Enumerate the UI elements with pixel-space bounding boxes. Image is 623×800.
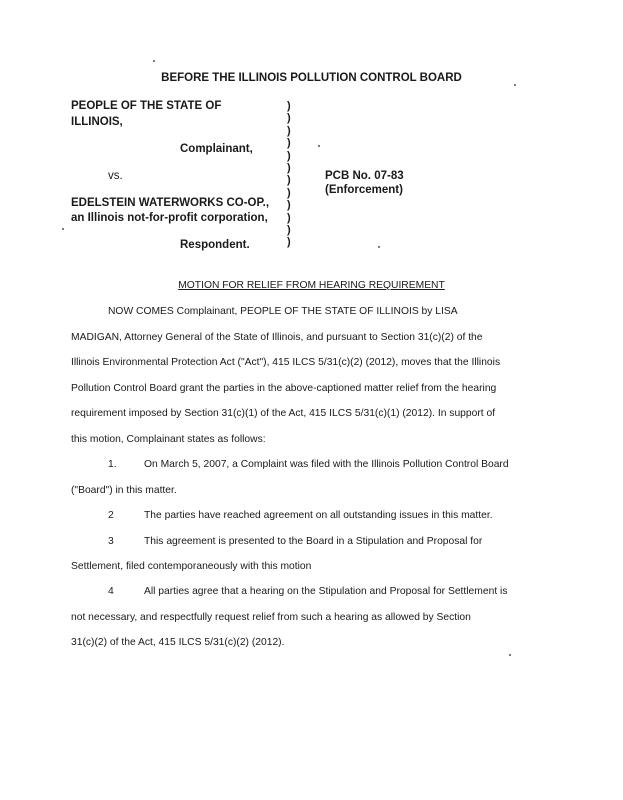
paren-mark: ) — [287, 100, 291, 112]
intro-line: MADIGAN, Attorney General of the State of Illinois, and pursuant to Section 31(c)(2) of the — [71, 332, 483, 343]
intro-line: requirement imposed by Section 31(c)(1) of the Act, 415 ILCS 5/31(c)(1) (2012). In support of — [71, 408, 496, 419]
plaintiff-name-line1: PEOPLE OF THE STATE OF — [71, 100, 222, 112]
defendant-name-line1: EDELSTEIN WATERWORKS CO-OP., — [71, 197, 270, 209]
paragraph-line: This agreement is presented to the Board in a Stipulation and Proposal for — [144, 536, 483, 547]
paragraph-line: not necessary, and respectfully request relief from such a hearing as allowed by Section — [71, 612, 471, 623]
scan-speck — [318, 145, 320, 147]
paren-mark: ) — [287, 186, 291, 199]
intro-line: Pollution Control Board grant the parties in the above-captioned matter relief from the hearing — [71, 383, 497, 394]
scan-speck — [153, 60, 155, 62]
defendant-name-line2: an Illinois not-for-profit corporation, — [71, 212, 268, 224]
paren-mark: ) — [287, 211, 291, 224]
intro-line: this motion, Complainant states as follows: — [71, 434, 266, 445]
motion-title: MOTION FOR RELIEF FROM HEARING REQUIREMENT — [178, 280, 445, 291]
paren-mark: ) — [287, 199, 291, 212]
paragraph-line: Settlement, filed contemporaneously with this motion — [71, 561, 312, 572]
scan-speck — [378, 246, 380, 248]
paren-mark: ) — [287, 223, 291, 236]
scan-speck — [514, 84, 516, 86]
paragraph-number: 1. — [108, 459, 117, 470]
respondent-label: Respondent. — [180, 239, 250, 251]
paragraph-line: The parties have reached agreement on all outstanding issues in this matter. — [144, 510, 493, 521]
board-heading: BEFORE THE ILLINOIS POLLUTION CONTROL BOARD — [161, 72, 462, 84]
intro-line: NOW COMES Complainant, PEOPLE OF THE STATE OF ILLINOIS by LISA — [108, 306, 458, 317]
paragraph-number: 2 — [108, 510, 114, 521]
paren-mark: ) — [287, 112, 291, 125]
paragraph-line: ("Board") in this matter. — [71, 485, 177, 496]
case-number: PCB No. 07-83 — [325, 170, 404, 182]
paren-mark: ) — [287, 236, 291, 249]
paren-mark: ) — [287, 149, 291, 162]
paren-mark: ) — [287, 174, 291, 187]
paragraph-number: 4 — [108, 586, 114, 597]
scan-speck — [509, 654, 511, 656]
caption-parenthesis-column — [287, 100, 299, 249]
intro-line: Illinois Environmental Protection Act ("Act"), 415 ILCS 5/31(c)(2) (2012), moves that the Illinois — [71, 357, 501, 368]
paragraph-number: 3 — [108, 536, 114, 547]
versus-label: vs. — [108, 170, 123, 182]
paragraph-line: All parties agree that a hearing on the Stipulation and Proposal for Settlement is — [144, 586, 508, 597]
complainant-label: Complainant, — [180, 143, 253, 155]
paragraph-line: On March 5, 2007, a Complaint was filed with the Illinois Pollution Control Board — [144, 459, 509, 470]
paren-mark: ) — [287, 137, 291, 150]
case-type: (Enforcement) — [325, 184, 403, 196]
scan-speck — [62, 228, 64, 230]
plaintiff-name-line2: ILLINOIS, — [71, 116, 123, 128]
paragraph-line: 31(c)(2) of the Act, 415 ILCS 5/31(c)(2) (2012). — [71, 637, 285, 648]
paren-mark: ) — [287, 161, 291, 174]
paren-mark: ) — [287, 124, 291, 137]
